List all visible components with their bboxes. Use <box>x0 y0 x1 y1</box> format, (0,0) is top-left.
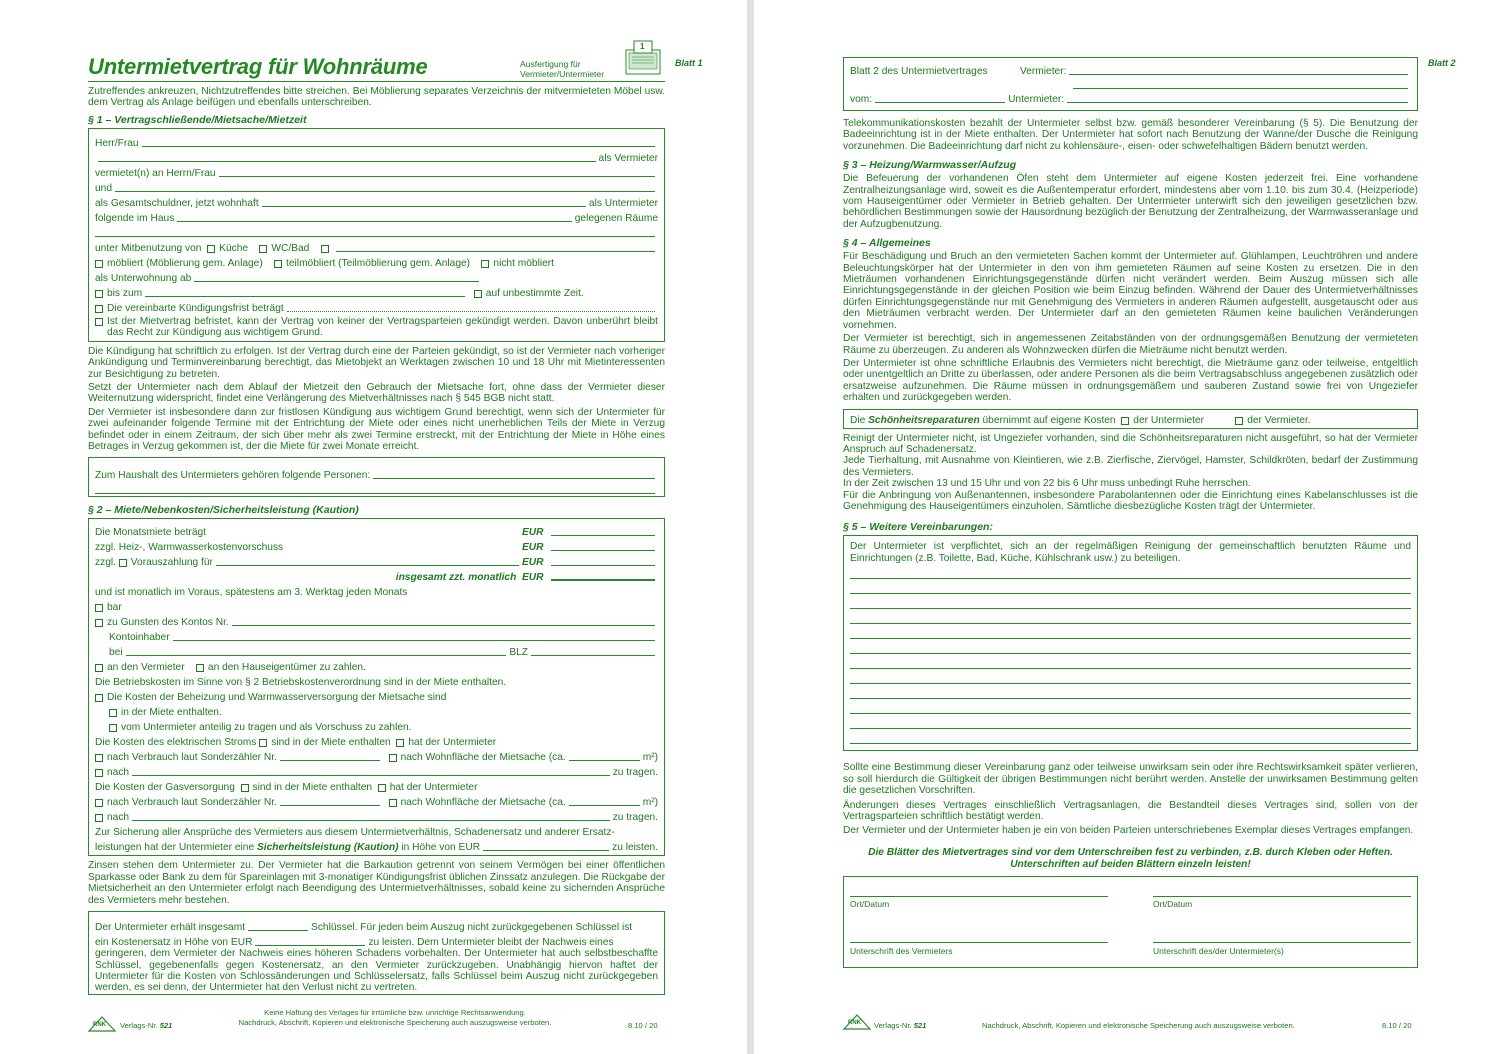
label-herr-frau: Herr/Frau <box>95 137 139 149</box>
label-blz: BLZ <box>509 647 528 659</box>
footer-verlag-number: 521 <box>159 1021 173 1030</box>
label-m2-2: m²) <box>642 797 658 809</box>
copy-label-line-2: Vermieter/Untermieter <box>520 68 605 79</box>
label-ort-datum-1: Ort/Datum <box>850 898 890 909</box>
agreement-line-6[interactable] <box>850 639 1411 654</box>
label-befristet: Ist der Mietvertrag befristet, kann der Vertrag von keiner der Vertragsparteien gekündigt werden. Davon unberührt bleibt das Recht zur Kündigung aus wichtigem Grund. <box>107 315 658 338</box>
ort-datum-field-1[interactable] <box>850 896 1108 897</box>
gas-in-miete-checkbox[interactable] <box>241 784 249 792</box>
agreement-line-5[interactable] <box>850 624 1411 639</box>
label-strom-wohnflaeche: nach Wohnfläche der Mietsache (ca. <box>400 752 566 764</box>
label-und: und <box>95 182 112 194</box>
sheet-2-header-box <box>843 57 1418 111</box>
gas-zaehler-field[interactable] <box>280 804 380 806</box>
bis-zum-checkbox[interactable] <box>95 290 103 298</box>
parties-box <box>88 128 665 342</box>
label-sicherung-b: leistungen hat der Untermieter eine <box>95 842 255 854</box>
label-in-miete: in der Miete enthalten. <box>121 707 222 719</box>
label-als-untermieter: als Untermieter <box>588 197 658 209</box>
copy-label <box>520 60 604 79</box>
label-kontoinhaber: Kontoinhaber <box>109 632 170 644</box>
rooms-field[interactable] <box>95 235 655 237</box>
rent-box <box>88 518 665 856</box>
section-4-text-g: Für die Anbringung von Außenantennen, insbesondere Parabolantennen oder die Einrichtung eines Kabelanschlusses ist die Genehmigung des Hauseigentümers einzuholen. Sämtliche diesbezügliche Kosten trägt der Untermieter. <box>843 489 1418 512</box>
vorauszahlung-checkbox[interactable] <box>119 559 127 567</box>
label-keys-a: Der Untermieter erhält insgesamt <box>95 922 246 934</box>
label-sr-pre: Die <box>850 414 866 426</box>
anteilig-checkbox[interactable] <box>109 724 117 732</box>
label-bis-zum: bis zum <box>107 287 143 299</box>
label-hdr-vom: vom: <box>850 94 873 105</box>
keys-count-field[interactable] <box>248 929 308 931</box>
label-betriebskosten: Die Betriebskosten im Sinne von § 2 Betriebskostenverordnung sind in der Miete enthalten. <box>95 677 507 689</box>
kuendigungsfrist-field[interactable] <box>287 310 655 312</box>
strom-nach-checkbox[interactable] <box>95 769 103 777</box>
label-strom: Die Kosten des elektrischen Stroms <box>95 737 257 749</box>
binding-notice-line-1: Die Blätter des Mietvertrages sind vor dem Unterschreiben fest zu verbinden, z.B. durch Kleben oder Heften. <box>868 846 1393 858</box>
aenderungen-paragraph: Änderungen dieses Vertrages einschließlich Vertragsanlagen, die Bestandteil dieses Vertrages sind, sollen von der Vertragsparteien schriftlich bestätigt werden. <box>843 799 1418 822</box>
footer-verlag-number-2: 521 <box>913 1021 927 1030</box>
footer-verlag-label: Verlags-Nr. <box>120 1021 158 1030</box>
copy-label-line-1: Ausfertigung für <box>520 59 581 69</box>
keys-box <box>88 911 665 995</box>
footer-code-2: 8.10 / 20 <box>1382 1021 1412 1030</box>
blz-field[interactable] <box>531 654 655 656</box>
label-gas-verbrauch: nach Verbrauch laut Sonderzähler Nr. <box>107 797 277 809</box>
label-unbestimmte-zeit: auf unbestimmte Zeit. <box>485 287 584 299</box>
section-5-heading: § 5 – Weitere Vereinbarungen: <box>843 521 993 534</box>
label-an-eigentuemer: an den Hauseigentümer zu zahlen. <box>207 662 366 674</box>
section-4-text-a: Für Beschädigung und Bruch an den vermieteten Sachen kommt der Untermieter auf. Glühlampen, Leuchtröhren und andere Beleuchtungskörper hat der Untermieter in den von ihm gemieteten Räumen auf seine Kosten zu ersetzen. Die in den Mieträumen vorhandenen Einrichtungsgegenstände dürfen nicht verändert werden. Beim Auszug müssen sich alle Einrichtungsgegenstände in der gleichen Position wie beim Einzug befinden. Während der Dauer des Untermietverhältnisses dürfen Einrichtungsgegenstände nur mit Genehmigung des Vermieters in anderen Räumen aufgestellt, ausgetauscht oder aus den Mieträumen verbracht werden. Der Untermieter darf an den gemieteten Räumen keine baulichen Veränderungen vornehmen. <box>843 251 1418 331</box>
label-sr-vermieter: der Vermieter. <box>1247 414 1311 426</box>
label-strom-untermieter: hat der Untermieter <box>408 737 497 749</box>
label-zu-tragen-2: zu tragen. <box>612 812 658 824</box>
footer-verlag-label-2: Verlags-Nr. <box>874 1021 912 1030</box>
label-wc-bad: WC/Bad <box>271 242 310 254</box>
contract-sheet-1 <box>0 0 747 1054</box>
agreement-line-10[interactable] <box>850 699 1411 714</box>
label-beheizung: Die Kosten der Beheizung und Warmwasserversorgung der Mietsache sind <box>107 692 447 704</box>
label-moebliert: möbliert (Möblierung gem. Anlage) <box>107 257 263 269</box>
label-kuendigungsfrist: Die vereinbarte Kündigungsfrist beträgt <box>107 302 284 314</box>
gas-untermieter-checkbox[interactable] <box>378 784 386 792</box>
label-folgende-im-haus: folgende im Haus <box>95 212 175 224</box>
strom-flaeche-field[interactable] <box>569 759 640 761</box>
tenant-signature-field[interactable] <box>1153 942 1411 943</box>
logo-text: RNK <box>93 1022 106 1028</box>
other-shared-checkbox[interactable] <box>321 245 329 253</box>
label-heizkosten: zzgl. Heiz-, Warmwasserkostenvorschuss <box>95 542 284 554</box>
label-als-vermieter: als Vermieter <box>598 152 658 164</box>
section-4-heading: § 4 – Allgemeines <box>843 237 931 250</box>
gebrauch-paragraph: Setzt der Untermieter nach dem Ablauf der Mietzeit den Gebrauch der Mietsache fort, ohne dass der Vermieter dieser Weiternutzung widerspricht, findet eine Verlängerung des Mietverhältnisses nach § 545 BGB nicht statt. <box>88 382 665 405</box>
ort-datum-field-2[interactable] <box>1153 896 1411 897</box>
monatsmiete-field[interactable] <box>551 534 655 536</box>
label-zu-tragen: zu tragen. <box>612 767 658 779</box>
keys-cost-field[interactable] <box>255 944 365 946</box>
gas-verbrauch-checkbox[interactable] <box>95 799 103 807</box>
eur-label-2: EUR <box>522 542 544 554</box>
document-stack-icon <box>624 40 662 76</box>
hdr-untermieter-field[interactable] <box>1067 101 1408 103</box>
agreement-line-12[interactable] <box>850 729 1411 744</box>
hdr-vermieter-field-2[interactable] <box>1073 87 1408 89</box>
gas-nach-field[interactable] <box>132 819 610 821</box>
agreement-line-9[interactable] <box>850 684 1411 699</box>
page-title: Untermietvertrag für Wohnräume <box>88 54 428 79</box>
telekom-paragraph: Telekommunikationskosten bezahlt der Untermieter selbst bzw. gemäß besonderer Vereinbarung (§ 5). Die Benutzung der Badeeinrichtung ist in der Miete enthalten. Der Untermieter hat sofort nach Benutzung der Wanne/der Dusche die Reinigung vorzunehmen. Die Badeeinrichtung darf nicht zu kohlensäure-, eisen- oder schwefelhaltigen Bädern benutzt werden. <box>843 118 1418 152</box>
vorauszahlung-purpose-field[interactable] <box>216 564 519 566</box>
label-an-vermieter: an den Vermieter <box>107 662 185 674</box>
label-m2: m²) <box>642 752 658 764</box>
intro-text: Zutreffendes ankreuzen, Nichtzutreffendes bitte streichen. Bei Möblierung separates Verzeichnis der mitvermieteten Möbel usw. dem Vertrag als Anlage beifügen und ebenfalls unterschreiben. <box>88 86 665 109</box>
eur-label-4: EUR <box>522 572 544 584</box>
label-nach: nach <box>107 767 130 779</box>
label-hdr-vermieter: Vermieter: <box>1020 66 1067 77</box>
label-hoehe: in Höhe von EUR <box>401 842 481 854</box>
label-keys-c: ein Kostenersatz in Höhe von EUR <box>95 937 253 949</box>
hdr-vermieter-field[interactable] <box>1069 73 1408 75</box>
label-sicherheitsleistung: Sicherheitsleistung (Kaution) <box>256 842 399 854</box>
sr-untermieter-checkbox[interactable] <box>1121 417 1129 425</box>
tenant-address-field[interactable] <box>262 205 586 207</box>
label-blatt-2: Blatt 2 des Untermietvertrages <box>850 66 988 77</box>
wc-bad-checkbox[interactable] <box>259 245 267 253</box>
strom-wohnflaeche-checkbox[interactable] <box>389 754 397 762</box>
agreement-line-11[interactable] <box>850 714 1411 729</box>
an-vermieter-checkbox[interactable] <box>95 664 103 672</box>
kueche-checkbox[interactable] <box>207 245 215 253</box>
footer-disclaimer-2: Nachdruck, Abschrift, Kopieren und elektronische Speicherung auch auszugsweise verboten. <box>982 1021 1295 1030</box>
other-shared-field[interactable] <box>336 250 655 252</box>
kontoinhaber-field[interactable] <box>173 639 655 641</box>
an-eigentuemer-checkbox[interactable] <box>196 664 204 672</box>
label-hdr-untermieter: Untermieter: <box>1008 94 1065 105</box>
section-4-text-e: Jede Tierhaltung, mit Ausnahme von Kleintieren, wie z.B. Zierfische, Ziervögel, Hamster, Schildkröten, bedarf der Zustimmung des Vermieters. <box>843 455 1418 478</box>
binding-notice-line-2: Unterschriften auf beiden Blättern einzeln leisten! <box>1010 858 1251 870</box>
label-mitbenutzung: unter Mitbenutzung von <box>95 242 202 254</box>
sheet-label-2: Blatt 2 <box>1428 58 1456 68</box>
salvatorische-klausel: Sollte eine Bestimmung dieser Vereinbarung ganz oder teilweise unwirksam sein oder ihre Rechtswirksamkeit später verlieren, so soll hierdurch die Gültigkeit der übrigen Bestimmungen nicht berührt werden. Anstelle der unwirksamen Bestimmung gelten die gesetzlichen Vorschriften. <box>843 762 1418 797</box>
label-nach-2: nach <box>107 812 130 824</box>
signature-box <box>843 876 1418 968</box>
section-3-text: Die Befeuerung der vorhandenen Öfen steht dem Untermieter auf eigene Kosten jederzeit frei. Eine vorhandene Zentralheizungsanlage wird, soweit es die Außentemperatur erfordert, mindestens aber vom 1.10. bis zum 30.4. (Heizperiode) vom Hauseigentümer oder Vermieter in Betrieb gehalten. Der Untermieter unterwirft sich den jeweiligen gesetzlichen bzw. behördlichen Bestimmungen sowie der Hausordnung bezüglich der Benutzung der Zentralheizung, der Warmwasseranlage und der Aufzugbenutzung. <box>843 173 1418 230</box>
label-gesamtschuldner: als Gesamtschuldner, jetzt wohnhaft <box>95 197 259 209</box>
gas-wohnflaeche-checkbox[interactable] <box>389 799 397 807</box>
label-keys-b: Schlüssel. Für jeden beim Auszug nicht zurückgegebenen Schlüssel ist <box>311 922 633 934</box>
contract-sheet-2 <box>754 0 1500 1054</box>
section-4-text-c: Der Untermieter ist ohne schriftliche Erlaubnis des Vermieters nicht berechtigt, die Mieträume ganz oder teilweise, entgeltlich oder unentgeltlich an Dritte zu überlassen, oder andere Personen als die beim Vertragsabschluss angegebenen zusätzlich oder ersatzweise aufzunehmen. Die Räume müssen in ordnungsgemäßem und sauberen Zustand sowie frei von Ungeziefer erhalten und zurückgegeben werden. <box>843 357 1418 404</box>
kuendigung-paragraph: Die Kündigung hat schriftlich zu erfolgen. Ist der Vertrag durch eine der Parteien gekündigt, so ist der Vermieter nach vorheriger Ankündigung und Terminvereinbarung berechtigt, das Mietobjekt an Werktagen zwischen 10 und 18 Uhr mit Mietinteressenten zur Besichtigung zu betreten. <box>88 345 665 380</box>
agreements-box <box>843 535 1418 751</box>
label-kueche: Küche <box>219 242 249 254</box>
sheet-label: Blatt 1 <box>675 58 703 68</box>
label-anteilig: vom Untermieter anteilig zu tragen und als Vorschuss zu zahlen. <box>121 722 412 734</box>
hdr-date-field[interactable] <box>875 101 1005 103</box>
total-rent-field[interactable] <box>551 578 655 581</box>
logo-text-2: RNK <box>848 1020 861 1026</box>
label-nicht-moebliert: nicht möbliert <box>493 257 554 269</box>
tenant-name-field[interactable] <box>219 175 655 177</box>
footer-verlag-2 <box>874 1021 926 1030</box>
strom-untermieter-checkbox[interactable] <box>396 739 404 747</box>
start-date-field[interactable] <box>194 280 479 282</box>
agreement-line-2[interactable] <box>850 579 1411 594</box>
moebliert-checkbox[interactable] <box>95 260 103 268</box>
footer-code: 8.10 / 20 <box>628 1021 658 1030</box>
household-field[interactable] <box>373 477 655 479</box>
label-monatlich: und ist monatlich im Voraus, spätestens am 3. Werktag jeden Monats <box>95 587 408 599</box>
strom-verbrauch-checkbox[interactable] <box>95 754 103 762</box>
label-gas-untermieter: hat der Untermieter <box>389 782 478 794</box>
eur-label-1: EUR <box>522 527 544 539</box>
label-konto: zu Gunsten des Kontos Nr. <box>107 617 229 629</box>
footer-disclaimer <box>210 1008 580 1028</box>
konto-field[interactable] <box>232 624 655 626</box>
house-address-field[interactable] <box>177 220 571 222</box>
strom-zaehler-field[interactable] <box>280 759 380 761</box>
agreement-line-8[interactable] <box>850 669 1411 684</box>
label-vorauszahlung: Vorauszahlung für <box>130 557 213 569</box>
label-strom-in-miete: sind in der Miete enthalten <box>271 737 391 749</box>
agreement-line-4[interactable] <box>850 609 1411 624</box>
section-2-heading: § 2 – Miete/Nebenkosten/Sicherheitsleistung (Kaution) <box>88 504 359 517</box>
vorauszahlung-field[interactable] <box>551 564 655 566</box>
beheizung-checkbox[interactable] <box>95 694 103 702</box>
section-1-heading: § 1 – Vertragschließende/Mietsache/Mietzeit <box>88 113 307 126</box>
label-insgesamt: insgesamt zzt. monatlich <box>395 572 517 584</box>
label-zu-leisten: zu leisten. <box>612 842 658 854</box>
fristlos-paragraph: Der Vermieter ist insbesondere dann zur fristlosen Kündigung aus wichtigem Grund berechtigt, wenn sich der Untermieter für zwei aufeinander folgende Termine mit der Entrichtung der Miete oder eines nicht unerheblichen Teils der Miete in Verzug befindet oder in einem Zeitraum, der sich über mehr als zwei Termine erstreckt, mit der Entrichtung der Miete in Höhe eines Betrages in Verzug gekommen ist, der die Miete für zwei Monate erreicht. <box>88 406 665 453</box>
label-ort-datum-2: Ort/Datum <box>1153 898 1193 909</box>
strom-in-miete-checkbox[interactable] <box>259 739 267 747</box>
landlord-signature-field[interactable] <box>850 942 1108 943</box>
label-bar: bar <box>107 602 122 614</box>
landlord-address-field[interactable] <box>98 160 596 162</box>
kaution-field[interactable] <box>483 849 609 851</box>
section-4-text-f: In der Zeit zwischen 13 und 15 Uhr und von 22 bis 6 Uhr muss unbedingt Ruhe herrschen. <box>843 478 1251 490</box>
nicht-moebliert-checkbox[interactable] <box>481 260 489 268</box>
footer-verlag <box>120 1021 172 1030</box>
agreement-line-7[interactable] <box>850 654 1411 669</box>
binding-notice <box>843 847 1418 871</box>
kuendigungsfrist-checkbox[interactable] <box>95 305 103 313</box>
gas-flaeche-field[interactable] <box>569 804 640 806</box>
label-schoenheitsreparaturen: Schönheitsreparaturen <box>868 414 980 426</box>
label-bei: bei <box>109 647 123 659</box>
label-gas: Die Kosten der Gasversorgung <box>95 782 235 794</box>
section-5-text: Der Untermieter ist verpflichtet, sich an der regelmäßigen Reinigung der gemeinschaftlich benutzten Räume und Einrichtungen (z.B. Toilette, Bad, Küche, Kühlschrank usw.) zu beteiligen. <box>850 541 1411 564</box>
label-vermietet: vermietet(n) an Herrn/Frau <box>95 167 216 179</box>
exemplar-paragraph: Der Vermieter und der Untermieter haben je ein von beiden Parteien unterschriebenes Exemplar dieses Vertrages empfangen. <box>843 825 1414 837</box>
footer-line-2: Nachdruck, Abschrift, Kopieren und elektronische Speicherung auch auszugsweise verboten. <box>238 1018 552 1027</box>
bar-checkbox[interactable] <box>95 604 103 612</box>
section-3-heading: § 3 – Heizung/Warmwasser/Aufzug <box>843 159 1017 172</box>
publisher-logo-2 <box>843 1014 871 1035</box>
teilmoebliert-checkbox[interactable] <box>274 260 282 268</box>
label-sicherung: Zur Sicherung aller Ansprüche des Vermieters aus diesem Untermietverhältnis, Schadenersatz und anderer Ersatz- <box>95 827 615 839</box>
tenant-2-name-field[interactable] <box>115 190 655 192</box>
label-strom-verbrauch: nach Verbrauch laut Sonderzähler Nr. <box>107 752 277 764</box>
heizkosten-field[interactable] <box>551 549 655 551</box>
bank-field[interactable] <box>126 654 507 656</box>
label-sr-untermieter: der Untermieter <box>1133 414 1205 426</box>
title-rule <box>88 81 665 82</box>
household-box <box>88 457 665 497</box>
in-miete-checkbox[interactable] <box>109 709 117 717</box>
agreement-line-1[interactable] <box>850 564 1411 579</box>
unbestimmte-zeit-checkbox[interactable] <box>474 290 482 298</box>
gas-nach-checkbox[interactable] <box>95 814 103 822</box>
end-date-field[interactable] <box>145 295 465 297</box>
keys-rest: geringeren, dem Vermieter der Nachweis eines höheren Schadens vorbehalten. Der Untermieter hat auch selbstbeschaffte Schlüssel, gegebenenfalls gegen Kostenersatz, an den Vermieter zurückzugeben. Unabhängig hiervon haftet der Untermieter für die Kosten von Schlossänderungen und Schlüsselersatz, falls Schlüssel beim Auszug nicht zurückgegeben werden, es sei denn, der Untermieter hat den Verlust nicht zu vertreten. <box>95 948 658 994</box>
section-4-text-b: Der Vermieter ist berechtigt, sich in angemessenen Zeitabständen von der ordnungsgemäßen Benutzung der vermieteten Räume zu überzeugen. Zu anderen als Wohnzwecken dürfen die Mieträume nicht benutzt werden. <box>843 333 1418 356</box>
label-keys-d: zu leisten. Dem Untermieter bleibt der Nachweis eines <box>368 937 614 949</box>
label-sig-untermieter: Unterschrift des/der Untermieter(s) <box>1153 945 1284 956</box>
label-gelegenen-raeume: gelegenen Räume <box>574 212 658 224</box>
label-gas-wohnflaeche: nach Wohnfläche der Mietsache (ca. <box>400 797 566 809</box>
label-unterwohnung-ab: als Unterwohnung ab <box>95 272 192 284</box>
label-teilmoebliert: teilmöbliert (Teilmöblierung gem. Anlage) <box>286 257 471 269</box>
household-field-2[interactable] <box>95 492 655 494</box>
zinsen-paragraph: Zinsen stehen dem Untermieter zu. Der Vermieter hat die Barkaution getrennt von seinem Vermögen bei einer öffentlichen Sparkasse oder Bank zu dem für Spareinlagen mit 3-monatiger Kündigungsfrist üblichen Zinssatz anzulegen. Die Rückgabe der Mietsicherheit an den Untermieter erfolgt nach Beendigung des Untermietverhältnisses, sobald keine zu sichernden Ansprüche des Vermieters mehr bestehen. <box>88 860 665 906</box>
eur-label-3: EUR <box>522 557 544 569</box>
section-4-text-d: Reinigt der Untermieter nicht, ist Ungeziefer vorhanden, sind die Schönheitsreparaturen nicht ausgeführt, so hat der Vermieter Anspruch auf Schadenersatz. <box>843 432 1418 455</box>
label-haushalt: Zum Haushalt des Untermieters gehören folgende Personen: <box>95 470 371 482</box>
label-sr-post: übernimmt auf eigene Kosten <box>982 414 1116 426</box>
agreement-line-3[interactable] <box>850 594 1411 609</box>
footer-line-1: Keine Haftung des Verlages für irrtümliche bzw. unrichtige Rechtsanwendung. <box>264 1008 526 1017</box>
schoenheitsreparaturen-box <box>843 409 1418 429</box>
label-zzgl: zzgl. <box>95 557 116 569</box>
copy-number: 1 <box>640 42 645 51</box>
landlord-name-field[interactable] <box>142 145 655 147</box>
befristet-checkbox[interactable] <box>95 318 103 326</box>
label-gas-in-miete: sind in der Miete enthalten <box>252 782 373 794</box>
label-sig-vermieter: Unterschrift des Vermieters <box>850 945 953 956</box>
publisher-logo <box>88 1016 116 1037</box>
konto-checkbox[interactable] <box>95 619 103 627</box>
label-monatsmiete: Die Monatsmiete beträgt <box>95 527 206 539</box>
strom-nach-field[interactable] <box>132 774 610 776</box>
sr-vermieter-checkbox[interactable] <box>1235 417 1243 425</box>
